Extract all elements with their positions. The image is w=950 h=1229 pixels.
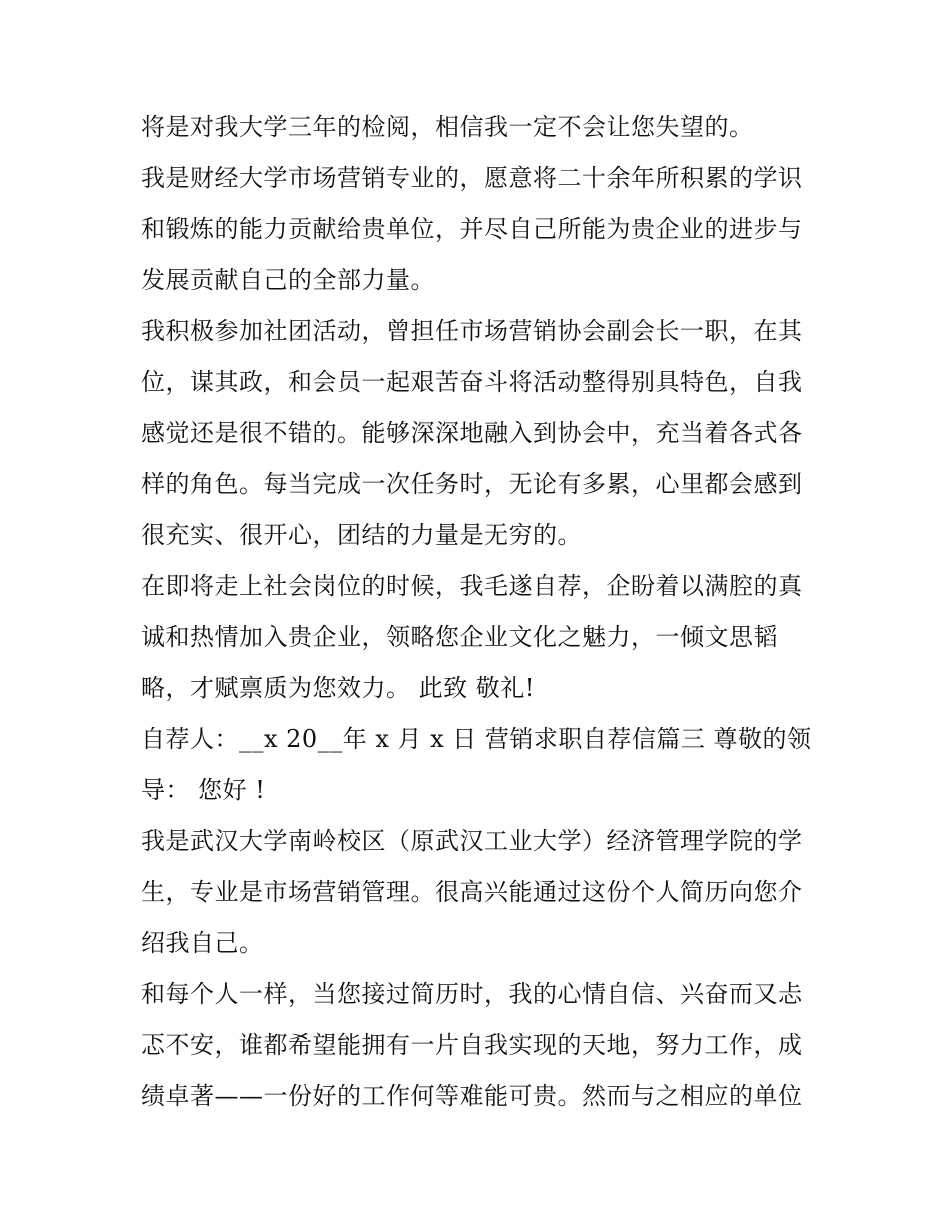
text-line: 和每个人一样，当您接过简历时，我的心情自信、兴奋而又忐 <box>141 980 803 1008</box>
text-line: 位，谋其政，和会员一起艰苦奋斗将活动整得别具特色，自我 <box>141 368 803 396</box>
text-line: 发展贡献自己的全部力量。 <box>141 266 435 294</box>
text-line: 将是对我大学三年的检阅，相信我一定不会让您失望的。 <box>141 113 754 141</box>
text-line: 我是武汉大学南岭校区（原武汉工业大学）经济管理学院的学 <box>141 827 803 855</box>
text-line: 忑不安，谁都希望能拥有一片自我实现的天地，努力工作，成 <box>141 1031 803 1059</box>
text-line: 感觉还是很不错的。能够深深地融入到协会中，充当着各式各 <box>141 419 803 447</box>
text-line: 和锻炼的能力贡献给贵单位，并尽自己所能为贵企业的进步与 <box>141 215 803 243</box>
text-line: 很充实、很开心，团结的力量是无穷的。 <box>141 521 582 549</box>
text-line: 绍我自己。 <box>141 929 264 957</box>
text-line: 我积极参加社团活动，曾担任市场营销协会副会长一职，在其 <box>141 317 803 345</box>
text-line: 在即将走上社会岗位的时候，我毛遂自荐，企盼着以满腔的真 <box>141 572 803 600</box>
text-line: 导： 您好 ! <box>141 776 266 804</box>
text-line: 自荐人：__x 20__年 x 月 x 日 营销求职自荐信篇三 尊敬的领 <box>141 725 812 753</box>
text-line: 生，专业是市场营销管理。很高兴能通过这份个人简历向您介 <box>141 878 803 906</box>
text-line: 我是财经大学市场营销专业的，愿意将二十余年所积累的学识 <box>141 164 803 192</box>
text-line: 诚和热情加入贵企业，领略您企业文化之魅力，一倾文思韬 <box>141 623 778 651</box>
text-line: 绩卓著——一份好的工作何等难能可贵。然而与之相应的单位 <box>141 1082 803 1110</box>
text-line: 样的角色。每当完成一次任务时，无论有多累，心里都会感到 <box>141 470 803 498</box>
text-line: 略，才赋禀质为您效力。 此致 敬礼! <box>141 674 535 702</box>
letter-body <box>141 102 841 1122</box>
